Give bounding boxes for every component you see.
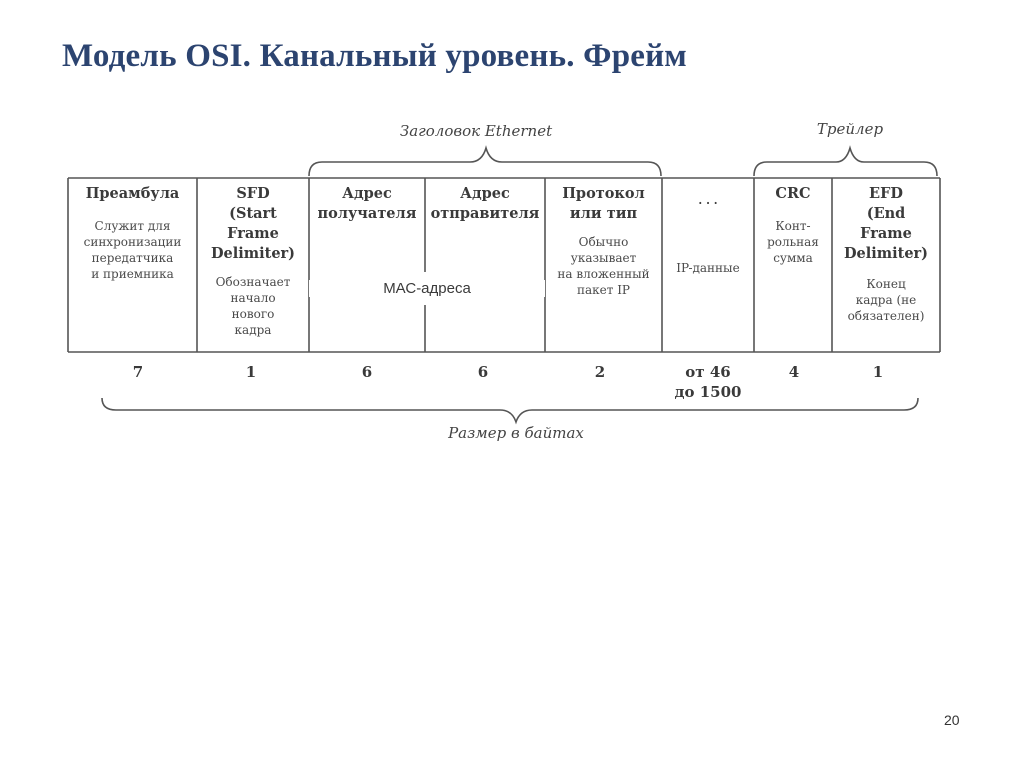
field-crc	[754, 178, 832, 352]
trailer-brace-label: Трейлер	[816, 120, 884, 138]
field-size: 4	[788, 363, 800, 381]
field-description: Служит для синхронизации передатчика и приемника	[83, 219, 182, 281]
field-description: Обозначает начало нового кадра	[215, 275, 291, 337]
field-efd	[832, 178, 940, 352]
field-size: 1	[245, 363, 257, 381]
field-size: 1	[872, 363, 884, 381]
field-source-address	[425, 178, 545, 352]
header-brace-label: Заголовок Ethernet	[399, 122, 553, 140]
field-title: Протокол или тип	[562, 185, 645, 222]
field-title: Адрес отправителя	[430, 185, 540, 222]
field-ip-data	[662, 178, 754, 352]
field-size: от 46 до 1500	[674, 363, 742, 401]
field-size: 7	[132, 363, 144, 381]
field-preamble	[68, 178, 197, 352]
size-brace	[102, 398, 918, 422]
field-title: SFD (Start Frame Delimiter)	[210, 185, 296, 262]
mac-addresses-label: МАС-адреса	[309, 280, 545, 297]
field-size: 6	[477, 363, 489, 381]
field-title: EFD (End Frame Delimiter)	[843, 185, 929, 262]
field-size: 6	[361, 363, 373, 381]
field-size: 2	[594, 363, 606, 381]
field-title: Адрес получателя	[317, 185, 417, 222]
field-destination-address	[309, 178, 425, 352]
trailer-brace	[754, 148, 937, 176]
field-sfd	[197, 178, 309, 352]
field-description: Обычно указывает на вложенный пакет IP	[557, 235, 650, 297]
size-brace-label: Размер в байтах	[448, 424, 584, 442]
field-description: IP-данные	[676, 261, 740, 275]
slide-title: Модель OSI. Канальный уровень. Фрейм	[62, 38, 687, 74]
header-brace	[309, 148, 661, 176]
field-title: · · ·	[698, 197, 718, 210]
field-title: Преамбула	[85, 185, 180, 202]
field-description: Конец кадра (не обязателен)	[847, 277, 925, 323]
field-protocol-type	[545, 178, 662, 352]
page-number: 20	[944, 712, 960, 728]
field-description: Конт- рольная сумма	[767, 219, 819, 265]
field-title: CRC	[775, 185, 811, 202]
